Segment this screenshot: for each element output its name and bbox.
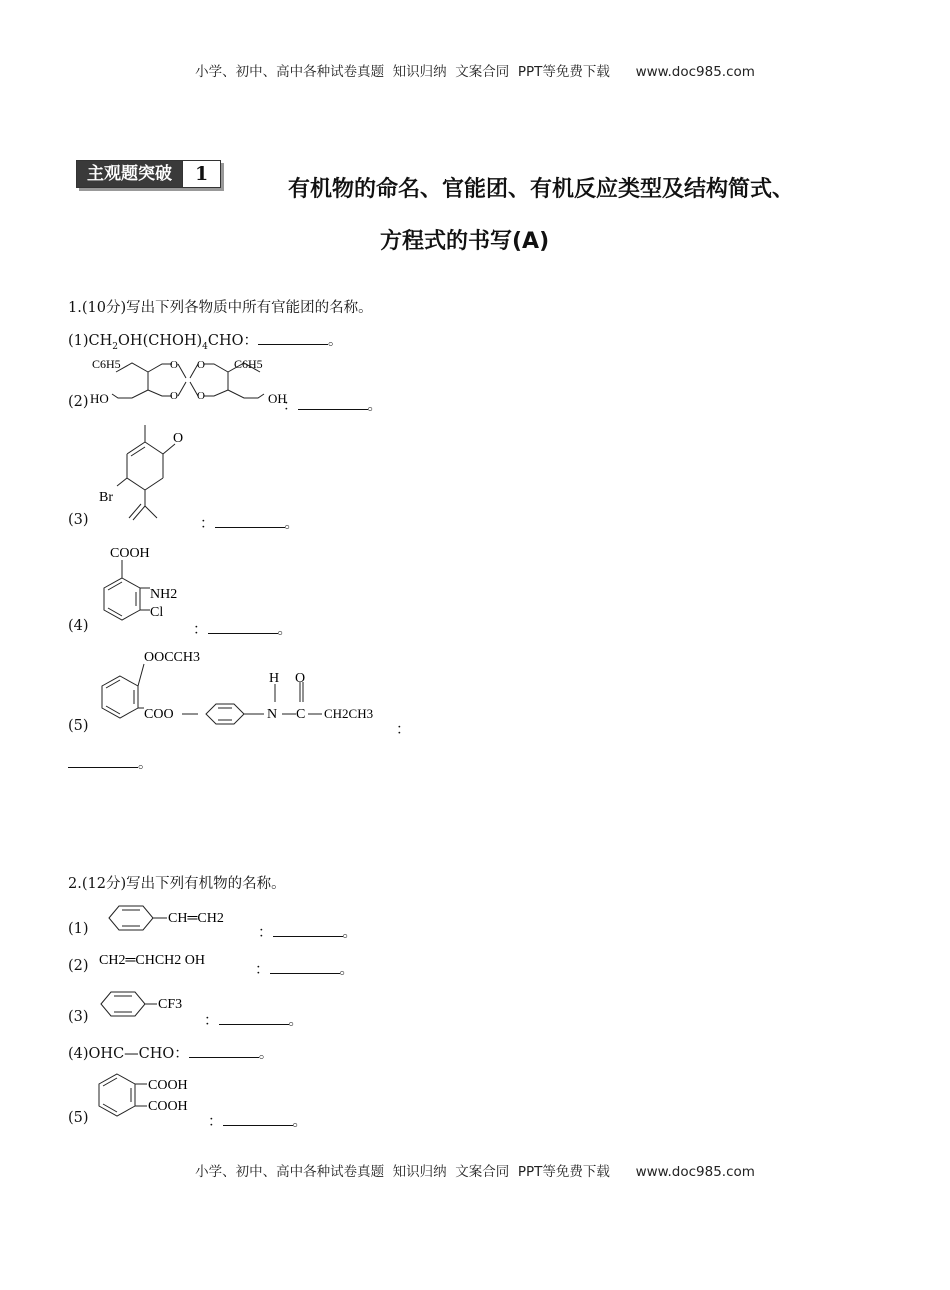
page-title-line2: 方程式的书写(A): [380, 229, 550, 254]
answer-blank[interactable]: [223, 1111, 293, 1127]
answer-blank[interactable]: [273, 922, 343, 938]
ester-coo-label: COO: [144, 707, 174, 722]
q2-item1-answer: ： 。: [258, 921, 357, 942]
carboxyl-label-top: COOH: [148, 1078, 188, 1093]
hydroxyl-label-left: HO: [90, 391, 109, 406]
page-header: 小学、初中、高中各种试卷真题 知识归纳 文案合同 PPT等免费下载 www.doc985.com: [195, 64, 755, 80]
amide-h-label: H: [269, 671, 280, 686]
ketone-oxygen: O: [173, 431, 184, 446]
amide-o-label: O: [295, 671, 306, 686]
answer-blank[interactable]: [215, 513, 285, 529]
q1-item2-structure: [88, 350, 288, 410]
q1-item2-label: (2): [68, 394, 89, 410]
q2-item3-label: (3): [68, 1009, 89, 1025]
carboxyl-label: COOH: [110, 546, 150, 561]
trifluoromethyl-label: CF3: [158, 997, 183, 1012]
answer-blank[interactable]: [208, 619, 278, 635]
carboxyl-label-bottom: COOH: [148, 1099, 188, 1114]
q1-item5-answer: 。: [68, 752, 153, 773]
q1-item5-colon: ：: [396, 722, 411, 738]
answer-blank[interactable]: [68, 753, 138, 769]
q2-item3-answer: ： 。: [204, 1009, 303, 1030]
svg-text:O: O: [170, 390, 178, 402]
ester-acetoxy-label: OOCCH3: [144, 650, 201, 665]
amide-n-label: N: [267, 707, 278, 722]
amide-c-label: C: [296, 707, 306, 722]
bromine-label: Br: [99, 490, 113, 505]
svg-text:O: O: [197, 359, 205, 371]
allyl-alcohol-label: CH2═CHCH2 OH: [99, 953, 205, 968]
answer-blank[interactable]: [219, 1010, 289, 1026]
q2-item3-structure: [95, 986, 215, 1022]
q1-item5-label: (5): [68, 718, 89, 734]
q1-item4-label: (4): [68, 618, 89, 634]
q1-item4-structure: [92, 540, 202, 635]
phenyl-label-left: C6H5: [92, 357, 121, 371]
q2-item5-label: (5): [68, 1110, 89, 1126]
q2-item5-answer: ： 。: [208, 1110, 307, 1131]
q1-item2-answer: ： 。: [283, 394, 382, 415]
q2-item4: (4)OHC—CHO： 。: [68, 1042, 273, 1063]
answer-blank[interactable]: [270, 959, 340, 975]
phenyl-label-right: C6H5: [234, 357, 263, 371]
q1-item3-label: (3): [68, 512, 89, 528]
page-footer: 小学、初中、高中各种试卷真题 知识归纳 文案合同 PPT等免费下载 www.doc985.com: [195, 1164, 755, 1180]
q2-item1-structure: [95, 900, 265, 936]
answer-blank[interactable]: [258, 330, 328, 346]
page-title-line1: 有机物的命名、官能团、有机反应类型及结构简式、: [288, 177, 795, 202]
vinyl-label: CH═CH2: [168, 911, 224, 926]
hydroxyl-label-right: OH: [268, 391, 287, 406]
badge-label: 主观题突破: [77, 161, 182, 187]
q2-item1-label: (1): [68, 921, 89, 937]
ethyl-label: CH2CH3: [324, 706, 374, 721]
q1-item1: $(1)CH_2OH(CHOH)_4CHO$： 。: [68, 329, 343, 352]
q2-stem: 2.(12分)写出下列有机物的名称。: [68, 876, 286, 892]
q1-stem: 1.(10分)写出下列各物质中所有官能团的名称。: [68, 300, 373, 316]
q1-item1-label: (1): [68, 333, 89, 349]
q1-item4-answer: ： 。: [193, 618, 292, 639]
svg-text:O: O: [170, 359, 178, 371]
svg-text:O: O: [197, 390, 205, 402]
answer-blank[interactable]: [298, 395, 368, 411]
chloro-label: Cl: [150, 605, 164, 620]
badge-number: 1: [182, 161, 220, 187]
q1-item3-answer: ： 。: [200, 512, 299, 533]
section-badge: [76, 160, 221, 188]
q2-item2-answer: ： 。: [255, 958, 354, 979]
q2-item2-structure: [95, 946, 255, 970]
q2-item2-label: (2): [68, 958, 89, 974]
q1-item3-structure: [95, 420, 205, 530]
amino-label: NH2: [150, 587, 178, 602]
answer-blank[interactable]: [189, 1043, 259, 1059]
q2-item5-structure: [95, 1068, 215, 1128]
q1-item5-structure: [92, 642, 392, 737]
